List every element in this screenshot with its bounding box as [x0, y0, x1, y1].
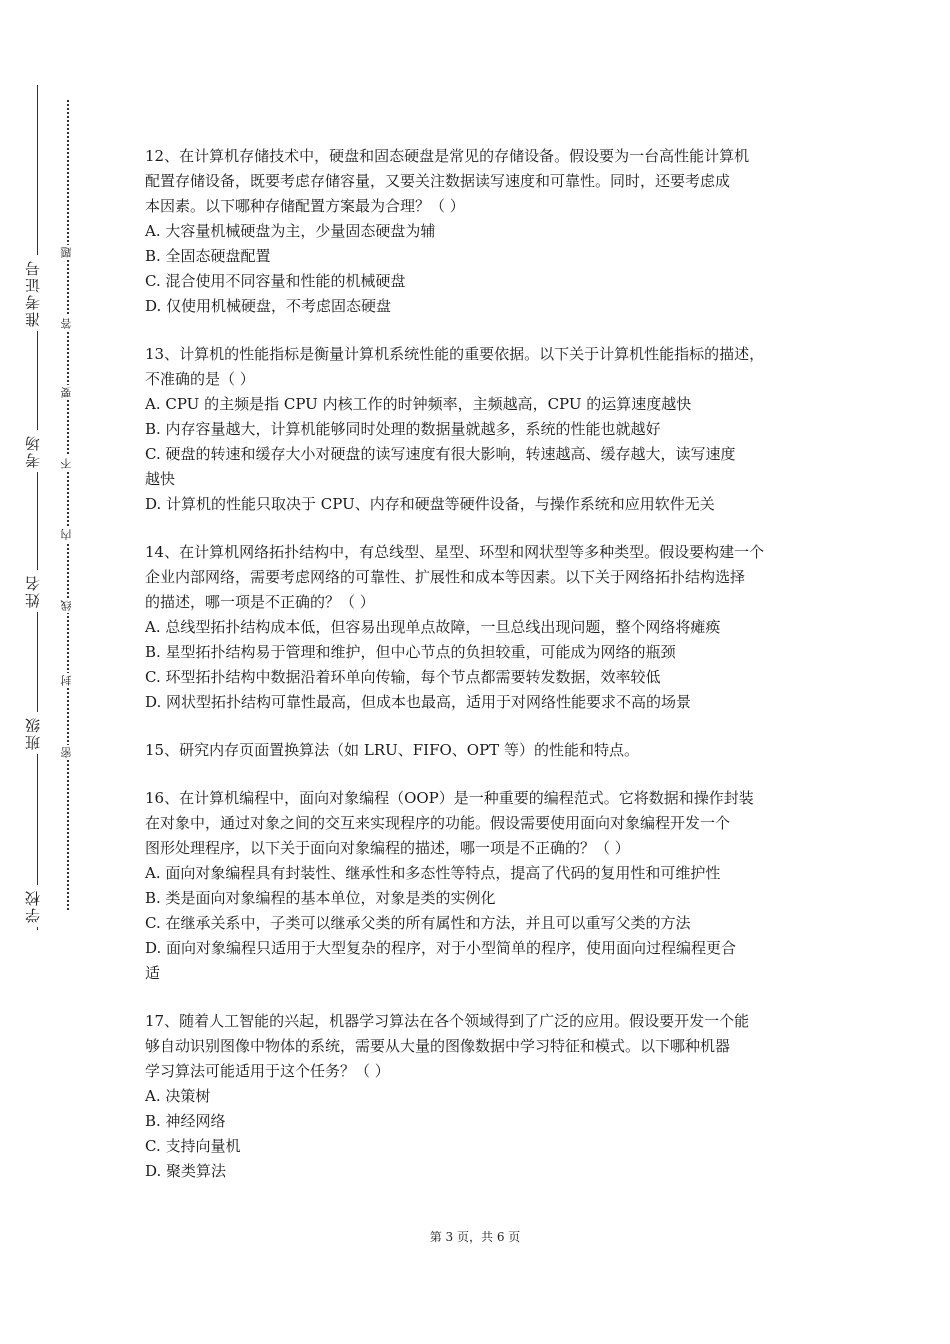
exam-content: [145, 144, 820, 1207]
option-c: C. 在继承关系中，子类可以继承父类的所有属性和方法，并且可以重写父类的方法: [145, 914, 691, 932]
question-stem: 14、在计算机网络拓扑结构中，有总线型、星型、环型和网状型等多种类型。假设要构建一个: [145, 543, 765, 561]
option-d: D. 仅使用机械硬盘，不考虑固态硬盘: [145, 297, 392, 315]
question-stem: 15、研究内存页面置换算法（如 LRU、FIFO、OPT 等）的性能和特点。: [145, 741, 639, 759]
option-a: A. 决策树: [145, 1087, 211, 1105]
question-stem: 配置存储设备，既要考虑存储容量，又要关注数据读写速度和可靠性。同时，还要考虑成: [145, 172, 731, 190]
question-16: [145, 786, 820, 986]
seal-char: 内: [60, 529, 73, 540]
seal-char: 题: [60, 247, 73, 258]
question-stem: 17、随着人工智能的兴起，机器学习算法在各个领域得到了广泛的应用。假设要开发一个能: [145, 1012, 750, 1030]
binding-margin: [0, 0, 110, 1344]
field-label-class: 班级: [22, 712, 52, 754]
seal-char: 密: [60, 747, 73, 758]
option-a: A. 大容量机械硬盘为主，少量固态硬盘为辅: [145, 222, 436, 240]
question-12: [145, 144, 820, 319]
option-b: B. 类是面向对象编程的基本单位，对象是类的实例化: [145, 889, 496, 907]
option-d: D. 面向对象编程只适用于大型复杂的程序，对于小型简单的程序，使用面向过程编程更合: [145, 939, 737, 957]
seal-char: 线: [60, 600, 73, 611]
question-stem: 不准确的是（ ）: [145, 370, 255, 388]
option-d: D. 网状型拓扑结构可靠性最高，但成本也最高，适用于对网络性能要求不高的场景: [145, 693, 692, 711]
field-label-school: 学校: [22, 885, 52, 927]
option-b: B. 神经网络: [145, 1112, 226, 1130]
question-14: [145, 540, 820, 715]
option-c: C. 硬盘的转速和缓存大小对硬盘的读写速度有很大影响，转速越高、缓存越大，读写速度: [145, 445, 736, 463]
option-d-continued: 适: [145, 964, 161, 982]
question-stem: 本因素。以下哪种存储配置方案最为合理？（ ）: [145, 197, 465, 215]
question-stem: 13、计算机的性能指标是衡量计算机系统性能的重要依据。以下关于计算机性能指标的描述，: [145, 345, 765, 363]
question-stem: 图形处理程序，以下关于面向对象编程的描述，哪一项是不正确的？（ ）: [145, 839, 630, 857]
option-c: C. 混合使用不同容量和性能的机械硬盘: [145, 272, 406, 290]
field-label-name: 姓名: [22, 570, 52, 612]
page-footer: 第 3 页，共 6 页: [429, 1230, 521, 1244]
option-d: D. 聚类算法: [145, 1162, 227, 1180]
question-stem: 的描述，哪一项是不正确的？（ ）: [145, 593, 375, 611]
question-stem: 16、在计算机编程中，面向对象编程（OOP）是一种重要的编程范式。它将数据和操作封装: [145, 789, 754, 807]
option-c: C. 环型拓扑结构中数据沿着环单向传输，每个节点都需要转发数据，效率较低: [145, 668, 661, 686]
seal-char: 封: [60, 675, 73, 686]
seal-char: 不: [60, 458, 73, 469]
binding-dotted-line: [67, 100, 69, 910]
field-label-exam-id: 准考证号: [22, 255, 52, 331]
option-d: D. 计算机的性能只取决于 CPU、内存和硬盘等硬件设备，与操作系统和应用软件无关: [145, 495, 715, 513]
field-label-exam-room: 考场: [22, 430, 52, 472]
option-a: A. 总线型拓扑结构成本低，但容易出现单点故障，一旦总线出现问题，整个网络将瘫痪: [145, 618, 721, 636]
question-13: [145, 342, 820, 517]
question-stem: 在对象中，通过对象之间的交互来实现程序的功能。假设需要使用面向对象编程开发一个: [145, 814, 731, 832]
question-17: [145, 1009, 820, 1184]
binding-solid-line: [37, 85, 38, 930]
question-stem: 企业内部网络，需要考虑网络的可靠性、扩展性和成本等因素。以下关于网络拓扑结构选择: [145, 568, 746, 586]
option-c-continued: 越快: [145, 470, 176, 488]
option-c: C. 支持向量机: [145, 1137, 241, 1155]
option-a: A. CPU 的主频是指 CPU 内核工作的时钟频率，主频越高，CPU 的运算速度越快: [145, 395, 692, 413]
option-b: B. 全固态硬盘配置: [145, 247, 271, 265]
question-stem: 学习算法可能适用于这个任务？（ ）: [145, 1062, 390, 1080]
question-15: [145, 738, 820, 763]
question-stem: 够自动识别图像中物体的系统，需要从大量的图像数据中学习特征和模式。以下哪种机器: [145, 1037, 731, 1055]
option-b: B. 内存容量越大，计算机能够同时处理的数据量就越多，系统的性能也就越好: [145, 420, 661, 438]
seal-char: 答: [60, 318, 73, 329]
option-a: A. 面向对象编程具有封装性、继承性和多态性等特点，提高了代码的复用性和可维护性: [145, 864, 721, 882]
question-stem: 12、在计算机存储技术中，硬盘和固态硬盘是常见的存储设备。假设要为一台高性能计算机: [145, 147, 750, 165]
seal-char: 要: [60, 387, 73, 398]
option-b: B. 星型拓扑结构易于管理和维护，但中心节点的负担较重，可能成为网络的瓶颈: [145, 643, 676, 661]
